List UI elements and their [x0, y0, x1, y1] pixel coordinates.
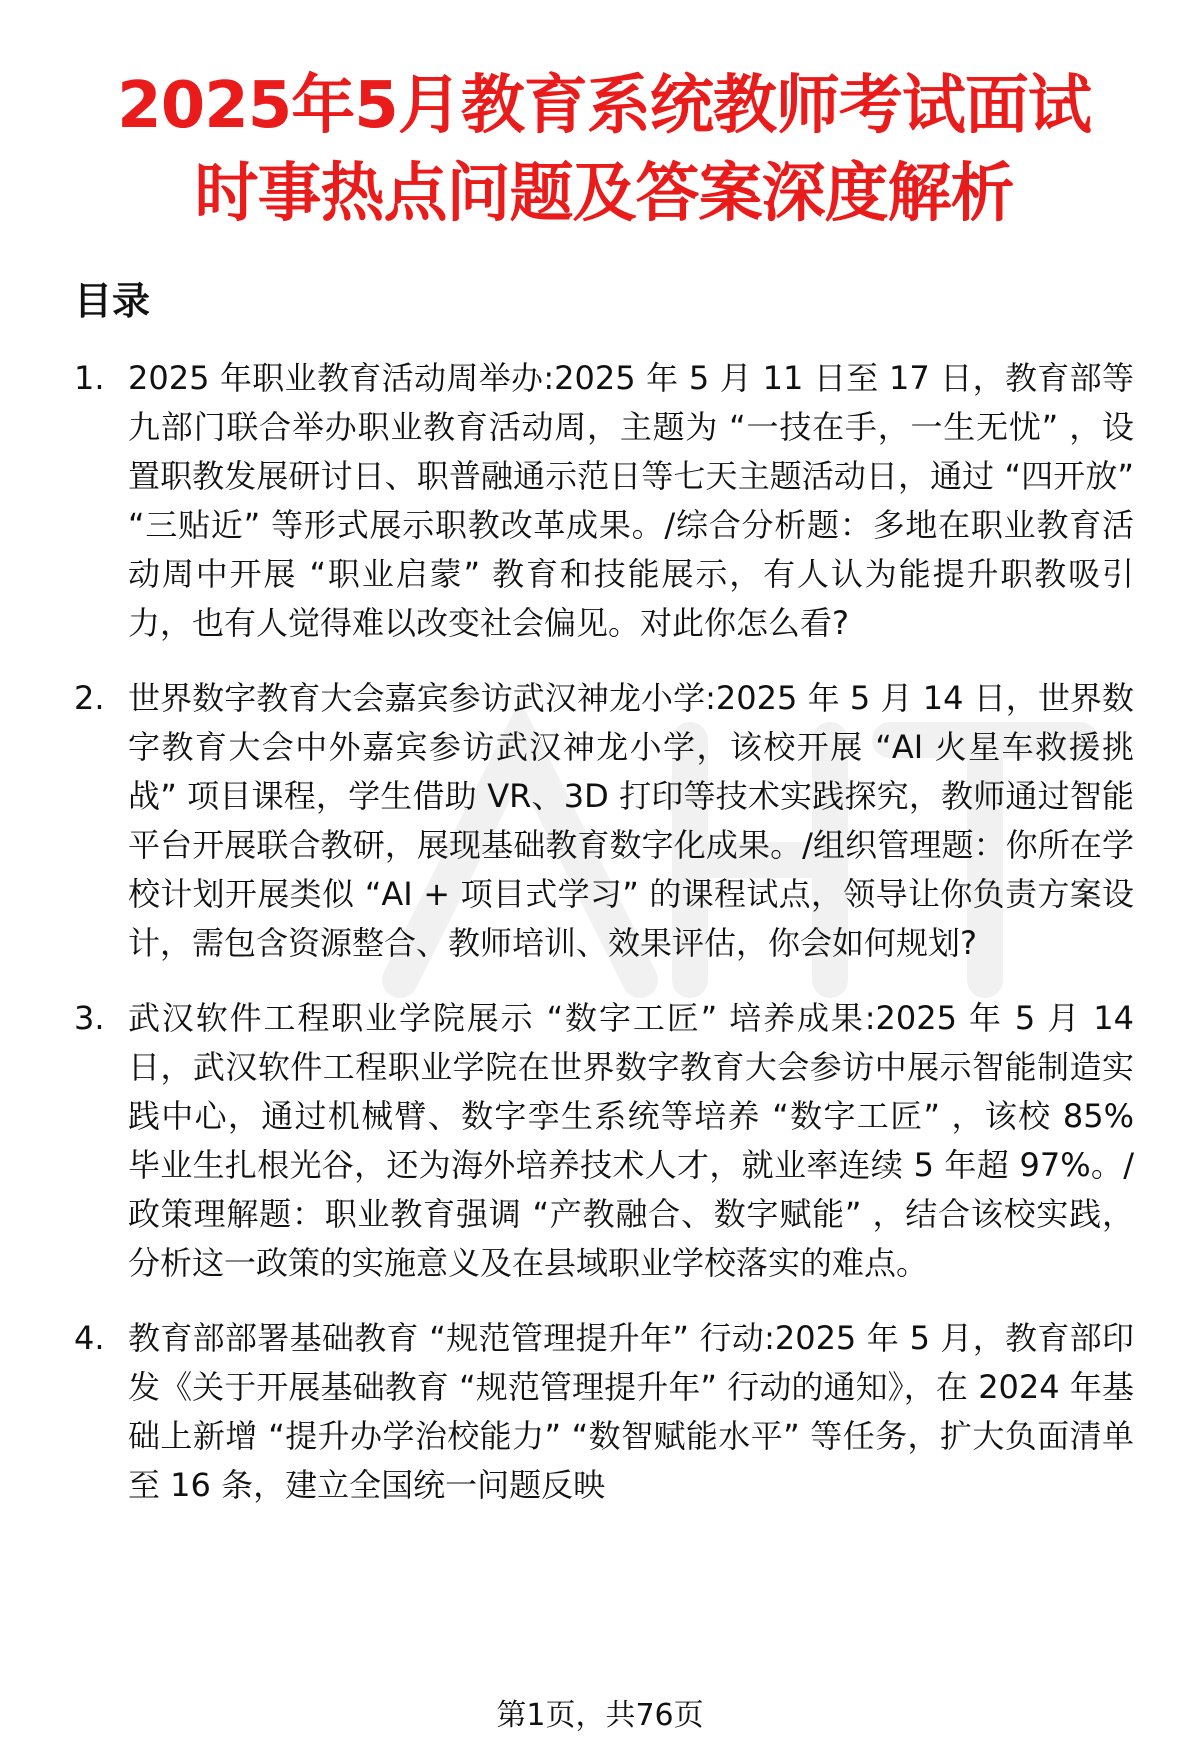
- title-line-2: 时事热点问题及答案深度解析: [194, 157, 1014, 231]
- toc-item-4: [74, 1314, 1134, 1510]
- toc-item-3: [74, 994, 1134, 1288]
- toc-list: [74, 354, 1134, 1510]
- toc-item-number: 2.: [74, 679, 105, 717]
- toc-item-2: [74, 674, 1134, 968]
- toc-item-text: 2025 年职业教育活动周举办:2025 年 5 月 11 日至 17 日，教育部等九部门联合举办职业教育活动周，主题为 “一技在手，一生无忧” ，设置职教发展研讨日、职普融通示范日等七天主题活动日，通过 “四开放” “三贴近” 等形式展示职教改革成果。/综合分析题：多地在职业教育活动周中开展 “职业启蒙” 教育和技能展示，有人认为能提升职教吸引力，也有人觉得难以改变社会偏见。对此你怎么看?: [128, 359, 1134, 642]
- toc-item-number: 3.: [74, 999, 105, 1037]
- toc-item-1: [74, 354, 1134, 648]
- toc-item-text: 教育部部署基础教育 “规范管理提升年” 行动:2025 年 5 月，教育部印发《关于开展基础教育 “规范管理提升年” 行动的通知》，在 2024 年基础上新增 “提升办学治校能力” “数智赋能水平” 等任务，扩大负面清单至 16 条，建立全国统一问题反映: [128, 1319, 1134, 1504]
- toc-item-number: 4.: [74, 1319, 105, 1357]
- toc-item-number: 1.: [74, 359, 105, 397]
- page-footer: 第1页，共76页: [496, 1698, 704, 1733]
- document-title: [74, 62, 1134, 238]
- title-line-1: 2025年5月教育系统教师考试面试: [117, 69, 1091, 143]
- toc-heading: 目录: [74, 279, 151, 323]
- toc-item-text: 世界数字教育大会嘉宾参访武汉神龙小学:2025 年 5 月 14 日，世界数字教育大会中外嘉宾参访武汉神龙小学，该校开展 “AI 火星车救援挑战” 项目课程，学生借助 VR、3D 打印等技术实践探究，教师通过智能平台开展联合教研，展现基础教育数字化成果。/组织管理题：你所在学校计划开展类似 “AI + 项目式学习” 的课程试点，领导让你负责方案设计，需包含资源整合、教师培训、效果评估，你会如何规划?: [128, 679, 1134, 962]
- toc-item-text: 武汉软件工程职业学院展示 “数字工匠” 培养成果:2025 年 5 月 14 日，武汉软件工程职业学院在世界数字教育大会参访中展示智能制造实践中心，通过机械臂、数字孪生系统等培养 “数字工匠” ，该校 85% 毕业生扎根光谷，还为海外培养技术人才，就业率连续 5 年超 97%。/政策理解题：职业教育强调 “产教融合、数字赋能” ，结合该校实践，分析这一政策的实施意义及在县域职业学校落实的难点。: [128, 999, 1134, 1282]
